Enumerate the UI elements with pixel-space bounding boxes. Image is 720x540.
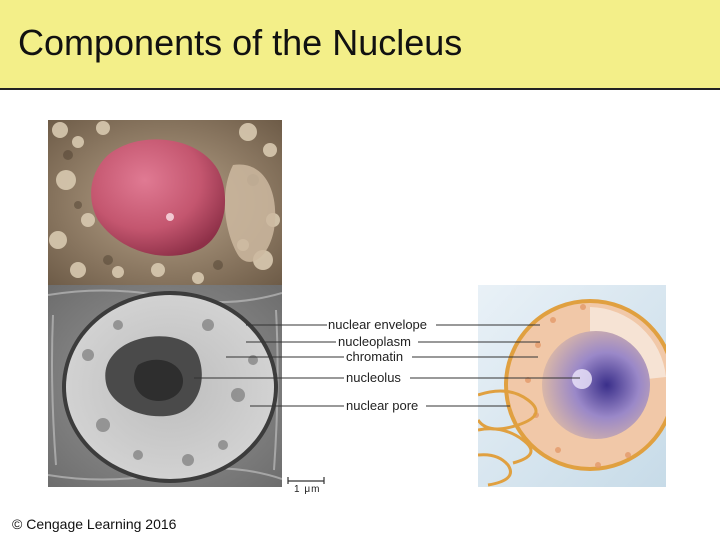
scale-bar xyxy=(288,477,324,484)
slide-title: Components of the Nucleus xyxy=(18,22,463,63)
scale-bar-label: 1 μm xyxy=(294,484,321,495)
title-bar xyxy=(0,0,720,90)
nucleus-illustration xyxy=(478,285,666,487)
tem-micrograph xyxy=(48,285,282,487)
label-nuclear-envelope: nuclear envelope xyxy=(328,317,428,332)
sem-micrograph xyxy=(48,120,282,285)
label-nucleoplasm: nucleoplasm xyxy=(338,334,411,349)
label-nuclear-pore: nuclear pore xyxy=(346,398,419,413)
label-nucleolus: nucleolus xyxy=(346,370,401,385)
copyright-notice: © Cengage Learning 2016 xyxy=(12,516,177,532)
label-chromatin: chromatin xyxy=(346,349,404,364)
